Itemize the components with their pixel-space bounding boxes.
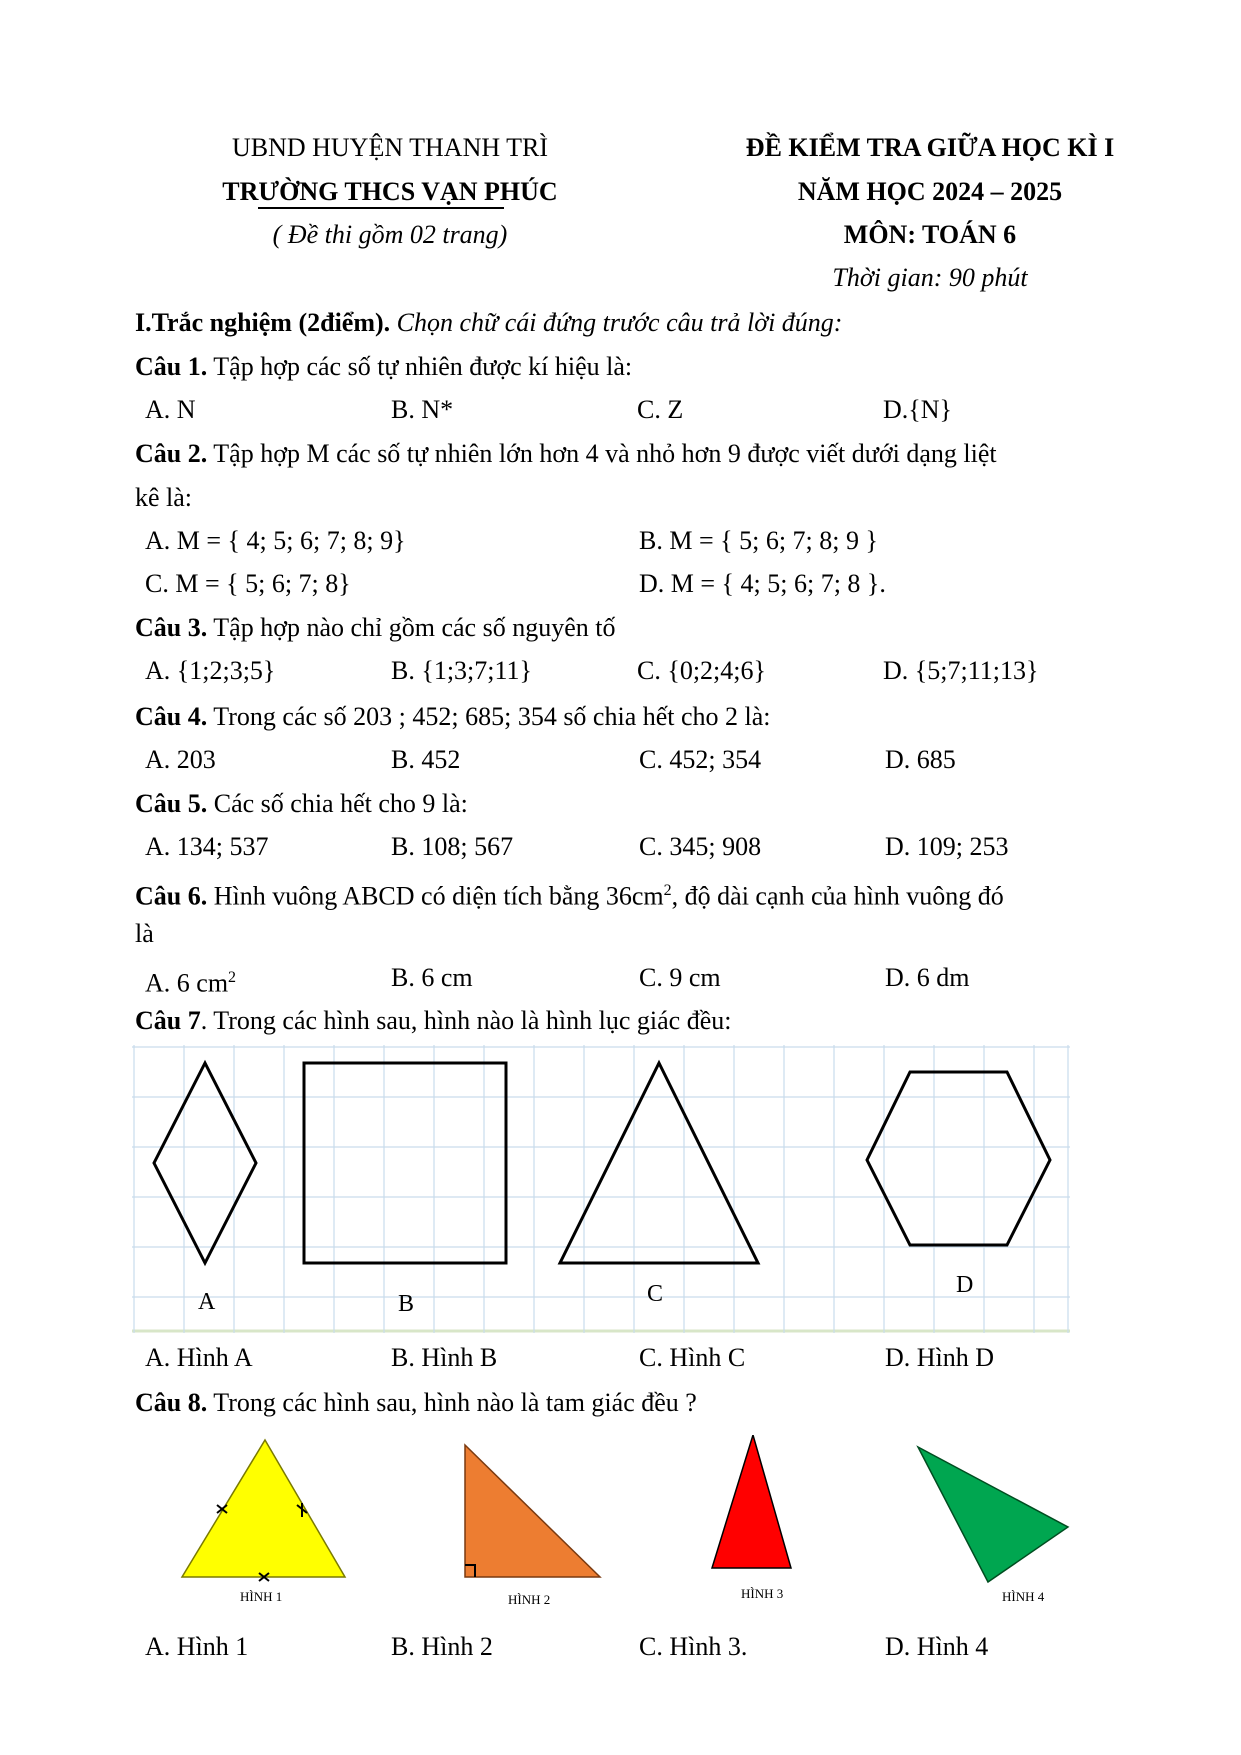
question-3: [135, 611, 615, 645]
option-b[interactable]: B. 6 cm: [391, 963, 473, 992]
page-count-note: ( Đề thi gồm 02 trang): [272, 220, 508, 249]
option-a[interactable]: A. 134; 537: [145, 832, 269, 861]
isosceles-triangle-red: [712, 1435, 791, 1568]
option-c[interactable]: C. 452; 354: [639, 745, 762, 774]
option-c[interactable]: C. Z: [637, 395, 684, 424]
section-instruction: Chọn chữ cái đứng trước câu trả lời đúng:: [396, 308, 843, 337]
question-1-options: [135, 393, 1135, 427]
question-8: [135, 1386, 697, 1420]
option-a[interactable]: A. N: [145, 395, 196, 424]
triangles-figure: [170, 1435, 1090, 1585]
rhombus-shape: [154, 1063, 256, 1263]
equilateral-triangle-yellow: [182, 1440, 345, 1577]
option-c[interactable]: C. 9 cm: [639, 963, 721, 992]
question-7: [135, 1004, 732, 1038]
superscript: 2: [228, 969, 237, 986]
option-b[interactable]: B. {1;3;7;11}: [391, 656, 533, 685]
option-b[interactable]: B. N*: [391, 395, 454, 424]
school-name: TRƯỜNG THCS VẠN PHÚC: [222, 177, 558, 206]
question-text: Tập hợp nào chỉ gồm các số nguyên tố: [213, 613, 616, 642]
question-5-options: [135, 830, 1135, 864]
scalene-triangle-green: [918, 1447, 1068, 1582]
question-label: Câu 1.: [135, 352, 208, 381]
question-2-cont: kê là:: [135, 483, 193, 512]
option-c[interactable]: C. Hình 3.: [639, 1632, 748, 1661]
option-d[interactable]: D. 685: [885, 745, 956, 774]
option-d[interactable]: D. Hình 4: [885, 1632, 989, 1661]
option-a[interactable]: A. Hình A: [145, 1343, 253, 1372]
question-label: Câu 4.: [135, 702, 208, 731]
subject: MÔN: TOÁN 6: [843, 220, 1017, 249]
school-year: NĂM HỌC 2024 – 2025: [797, 177, 1063, 206]
question-3-options: [135, 654, 1135, 688]
question-2-options-row1: [135, 524, 1135, 558]
option-a[interactable]: [145, 961, 236, 1001]
question-4: [135, 700, 771, 734]
question-label: Câu 5.: [135, 789, 208, 818]
figure-label-d: D: [956, 1272, 974, 1298]
exam-title: ĐỀ KIỂM TRA GIỮA HỌC KÌ I: [745, 133, 1115, 162]
question-4-options: [135, 743, 1135, 777]
shapes-figure: [132, 1045, 1070, 1333]
question-text: Các số chia hết cho 9 là:: [213, 789, 468, 818]
question-6: [135, 874, 1004, 914]
option-d[interactable]: D. 6 dm: [885, 963, 970, 992]
option-d[interactable]: D.{N}: [883, 395, 953, 424]
question-1: [135, 350, 632, 384]
question-text: Trong các hình sau, hình nào là tam giác đều ?: [213, 1388, 697, 1417]
question-5: [135, 787, 468, 821]
school-district: UBND HUYỆN THANH TRÌ: [231, 133, 549, 162]
option-c[interactable]: C. Hình C: [639, 1343, 746, 1372]
question-text: Trong các số 203 ; 452; 685; 354 số chia hết cho 2 là:: [213, 702, 771, 731]
option-c[interactable]: C. 345; 908: [639, 832, 762, 861]
question-text-end: , độ dài cạnh của hình vuông đó: [671, 881, 1004, 911]
option-b[interactable]: B. Hình B: [391, 1343, 498, 1372]
option-d[interactable]: D. Hình D: [885, 1343, 995, 1372]
figure-label-c: C: [647, 1281, 664, 1307]
question-2: [135, 437, 997, 471]
question-6-options: [135, 961, 1135, 998]
grid-lines: [132, 1045, 1070, 1333]
triangle-label-1: HÌNH 1: [240, 1589, 283, 1604]
option-d[interactable]: D. {5;7;11;13}: [883, 656, 1039, 685]
option-a[interactable]: A. 203: [145, 745, 216, 774]
option-c[interactable]: C. {0;2;4;6}: [637, 656, 766, 685]
option-b[interactable]: B. M = { 5; 6; 7; 8; 9 }: [639, 526, 878, 555]
question-label: Câu 2.: [135, 439, 208, 468]
section-heading: I.Trắc nghiệm (2điểm).: [135, 308, 391, 337]
question-text: Tập hợp các số tự nhiên được kí hiệu là:: [213, 352, 633, 381]
option-b[interactable]: B. 108; 567: [391, 832, 514, 861]
triangle-label-3: HÌNH 3: [741, 1586, 784, 1601]
triangle-label-4: HÌNH 4: [1002, 1589, 1045, 1604]
question-text: . Trong các hình sau, hình nào là hình lục giác đều:: [200, 1006, 732, 1035]
option-c[interactable]: C. M = { 5; 6; 7; 8}: [145, 569, 351, 598]
section-title: [135, 306, 842, 340]
right-triangle-orange: [465, 1445, 600, 1577]
option-a[interactable]: A. Hình 1: [145, 1632, 249, 1661]
question-8-options: [135, 1630, 1135, 1664]
question-7-options: [135, 1341, 1135, 1375]
figure-label-a: A: [198, 1289, 216, 1315]
hexagon-shape: [867, 1072, 1050, 1245]
question-label: Câu 7: [135, 1006, 201, 1035]
option-d[interactable]: D. 109; 253: [885, 832, 1009, 861]
figure-label-b: B: [398, 1291, 415, 1317]
question-6-cont: là: [135, 919, 154, 948]
time-limit: Thời gian: 90 phút: [832, 263, 1028, 292]
question-label: Câu 8.: [135, 1388, 208, 1417]
option-a[interactable]: A. M = { 4; 5; 6; 7; 8; 9}: [145, 526, 406, 555]
question-text: Tập hợp M các số tự nhiên lớn hơn 4 và nhỏ hơn 9 được viết dưới dạng liệt: [213, 439, 997, 468]
option-b[interactable]: B. 452: [391, 745, 461, 774]
question-text: Hình vuông ABCD có diện tích bằng 36cm: [213, 881, 664, 911]
question-label: Câu 3.: [135, 613, 208, 642]
option-d[interactable]: D. M = { 4; 5; 6; 7; 8 }.: [639, 569, 886, 598]
school-name-underline: [258, 207, 504, 209]
option-a-text: A. 6 cm: [145, 968, 229, 998]
triangle-label-2: HÌNH 2: [508, 1592, 551, 1607]
superscript: 2: [663, 882, 672, 899]
question-2-options-row2: [135, 567, 1135, 601]
triangle-shape: [560, 1063, 758, 1263]
option-a[interactable]: A. {1;2;3;5}: [145, 656, 276, 685]
question-label: Câu 6.: [135, 881, 208, 911]
option-b[interactable]: B. Hình 2: [391, 1632, 493, 1661]
